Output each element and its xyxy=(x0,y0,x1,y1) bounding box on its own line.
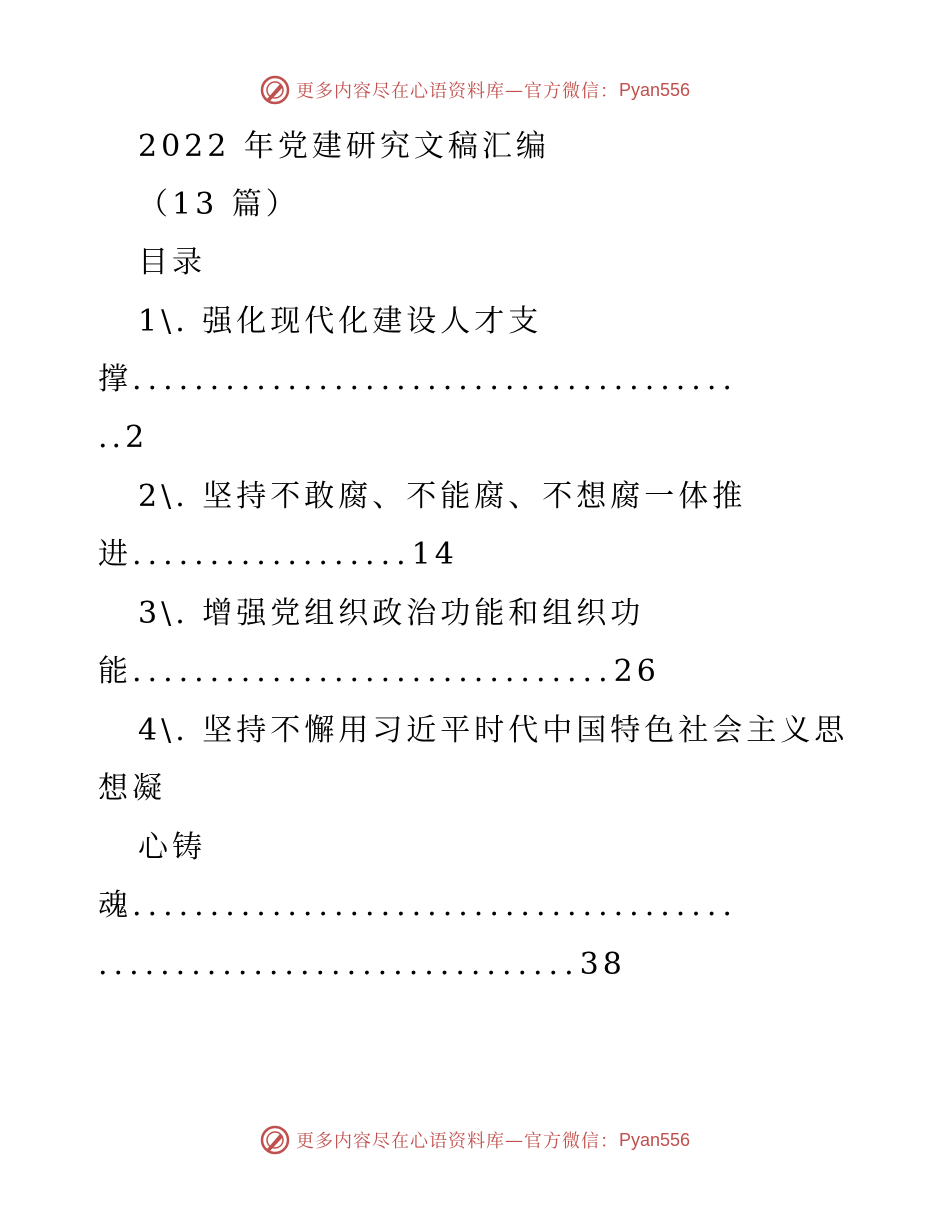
banner-separator: — xyxy=(504,79,524,101)
pen-logo-icon xyxy=(260,1125,290,1155)
toc-entry-3-lead-char: 能 xyxy=(98,654,132,689)
footer-banner xyxy=(0,1120,950,1160)
toc-entry-2-page: 14 xyxy=(411,537,458,572)
toc-entry-3-title: 3\. 增强党组织政治功能和组织功 xyxy=(138,596,645,631)
toc-entry-1-lead-char: 撑 xyxy=(98,362,132,397)
banner-wechat-id: Pyan556 xyxy=(618,79,691,100)
toc-entry-3-leader xyxy=(98,652,660,692)
toc-entry-1-page: ..2 xyxy=(98,420,149,455)
toc-entry-4-dots: ....................................... xyxy=(132,888,738,923)
toc-entry-4-page: 38 xyxy=(579,947,626,982)
toc-entry-4-lead-char: 魂 xyxy=(98,888,132,923)
toc-entry-4-page-line xyxy=(98,945,626,985)
toc-entry-4-leader xyxy=(98,886,738,926)
toc-entry-1-leader xyxy=(98,360,738,400)
toc-heading: 目录 xyxy=(138,245,206,280)
toc-entry-4-title: 4\. 坚持不懈用习近平时代中国特色社会主义思 xyxy=(138,713,849,748)
banner-text: 更多内容尽在心语资料库 xyxy=(295,1131,505,1152)
document-title: 2022 年党建研究文稿汇编 xyxy=(138,129,550,164)
banner-wechat-label: 官方微信： xyxy=(523,81,619,102)
banner-wechat-label: 官方微信： xyxy=(523,1131,619,1152)
toc-entry-4-dots-2: ............................... xyxy=(98,947,580,982)
toc-entry-4-line2: 想凝 xyxy=(98,771,166,806)
toc-entry-3-dots: ............................... xyxy=(132,654,614,689)
banner-text: 更多内容尽在心语资料库 xyxy=(295,81,505,102)
document-subtitle: （13 篇） xyxy=(138,187,300,222)
toc-entry-2-title: 2\. 坚持不敢腐、不能腐、不想腐一体推 xyxy=(138,479,747,514)
banner-separator: — xyxy=(504,1129,524,1151)
toc-entry-3-page: 26 xyxy=(613,654,660,689)
toc-entry-2-dots: .................. xyxy=(132,537,412,572)
toc-entry-1-dots: ....................................... xyxy=(132,362,738,397)
toc-entry-2-leader xyxy=(98,535,458,575)
toc-entry-4-line3: 心铸 xyxy=(138,830,206,865)
header-banner xyxy=(0,70,950,110)
toc-entry-1-title: 1\. 强化现代化建设人才支 xyxy=(138,304,543,339)
pen-logo-icon xyxy=(260,75,290,105)
toc-entry-2-lead-char: 进 xyxy=(98,537,132,572)
banner-wechat-id: Pyan556 xyxy=(618,1129,691,1150)
